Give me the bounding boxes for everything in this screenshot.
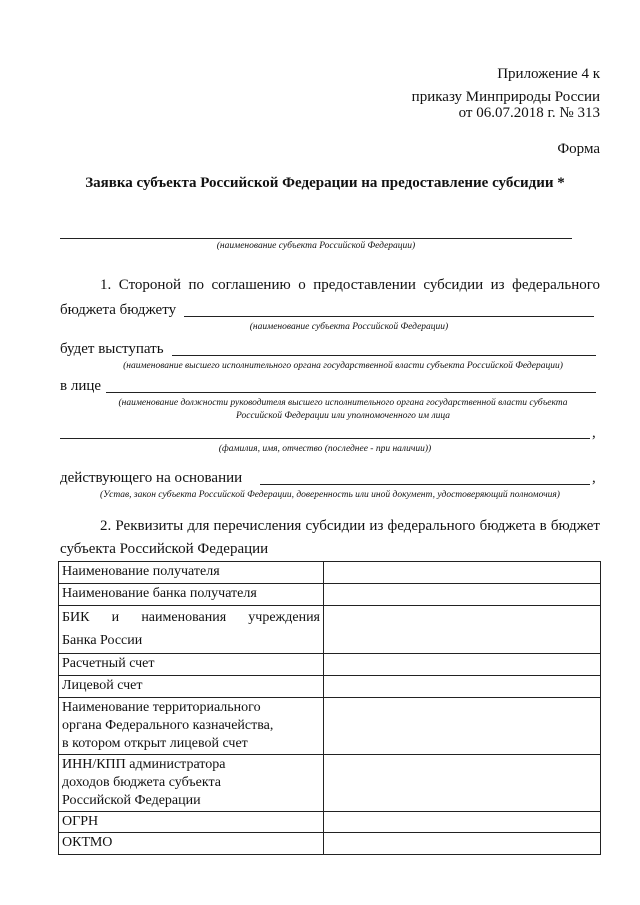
row-label-treasury-line1: Наименование территориального	[62, 700, 261, 715]
budget-name-caption: (наименование субъекта Российской Федерации)	[249, 322, 449, 332]
table-row	[59, 676, 601, 698]
organ-name-line[interactable]	[172, 355, 596, 356]
order-reference: приказу Минприроды России	[411, 89, 600, 105]
row-label-settlement-account: Расчетный счет	[59, 654, 324, 676]
position-caption-1: (наименование должности руководителя высшего исполнительного органа государственной власти субъекта	[118, 398, 568, 408]
table-row	[59, 562, 601, 584]
section1-budget-label: бюджета бюджету	[60, 302, 177, 318]
subject-name-line[interactable]	[60, 238, 572, 239]
requisites-table	[58, 561, 601, 855]
budget-name-line[interactable]	[184, 316, 594, 317]
row-label-inn-kpp-line3: Российской Федерации	[62, 793, 201, 808]
row-label-inn-kpp-line2: доходов бюджета субъекта	[62, 775, 221, 790]
basis-label: действующего на основании	[60, 470, 243, 486]
row-value-ogrn[interactable]	[324, 812, 601, 833]
row-label-bik-line1: БИК и наименования учреждения	[62, 610, 320, 625]
basis-comma: ,	[592, 470, 596, 486]
table-row	[59, 698, 601, 755]
row-value-bik[interactable]	[324, 606, 601, 654]
section2-line1: 2. Реквизиты для перечисления субсидии из федерального бюджета в бюджет	[100, 518, 600, 534]
position-caption-2: Российской Федерации или уполномоченного им лица	[236, 411, 450, 421]
row-label-personal-account: Лицевой счет	[59, 676, 324, 698]
row-label-inn-kpp-line1: ИНН/КПП администратора	[62, 757, 226, 772]
document-title: Заявка субъекта Российской Федерации на предоставление субсидии *	[85, 175, 565, 191]
row-label-treasury-line3: в котором открыт лицевой счет	[62, 736, 248, 751]
row-value-bank[interactable]	[324, 584, 601, 606]
row-label-oktmo: ОКТМО	[59, 833, 324, 855]
basis-caption: (Устав, закон субъекта Российской Федерации, доверенность или иной документ, удостоверяющий полномочия)	[100, 490, 560, 500]
organ-name-caption: (наименование высшего исполнительного органа государственной власти субъекта Российской Федерации)	[123, 361, 563, 371]
table-row	[59, 812, 601, 833]
row-label-bank: Наименование банка получателя	[59, 584, 324, 606]
row-value-treasury[interactable]	[324, 698, 601, 755]
row-label-ogrn: ОГРН	[59, 812, 324, 833]
section2-line2: субъекта Российской Федерации	[60, 541, 269, 557]
fio-caption: (фамилия, имя, отчество (последнее - при наличии))	[218, 444, 432, 454]
row-label-bik	[59, 606, 324, 654]
fio-comma: ,	[592, 425, 596, 441]
row-value-personal-account[interactable]	[324, 676, 601, 698]
row-value-inn-kpp[interactable]	[324, 755, 601, 812]
subject-name-caption: (наименование субъекта Российской Федерации)	[216, 241, 416, 251]
basis-line[interactable]	[260, 484, 590, 485]
row-label-treasury-line2: органа Федерального казначейства,	[62, 718, 274, 733]
row-label-bik-line2: Банка России	[62, 633, 143, 648]
row-label-inn-kpp	[59, 755, 324, 812]
row-value-oktmo[interactable]	[324, 833, 601, 855]
table-row	[59, 606, 601, 654]
table-row	[59, 833, 601, 855]
section1-line1: 1. Стороной по соглашению о предоставлении субсидии из федерального	[100, 277, 600, 293]
represented-by-label: в лице	[60, 378, 102, 394]
position-line[interactable]	[106, 392, 596, 393]
table-row	[59, 654, 601, 676]
table-row	[59, 584, 601, 606]
form-label: Форма	[557, 141, 600, 157]
row-value-settlement-account[interactable]	[324, 654, 601, 676]
fio-line[interactable]	[60, 438, 590, 439]
row-value-recipient[interactable]	[324, 562, 601, 584]
table-row	[59, 755, 601, 812]
appendix-number: Приложение 4 к	[497, 66, 600, 82]
row-label-treasury	[59, 698, 324, 755]
acts-as-label: будет выступать	[60, 341, 164, 357]
row-label-recipient: Наименование получателя	[59, 562, 324, 584]
order-date: от 06.07.2018 г. № 313	[458, 105, 600, 121]
